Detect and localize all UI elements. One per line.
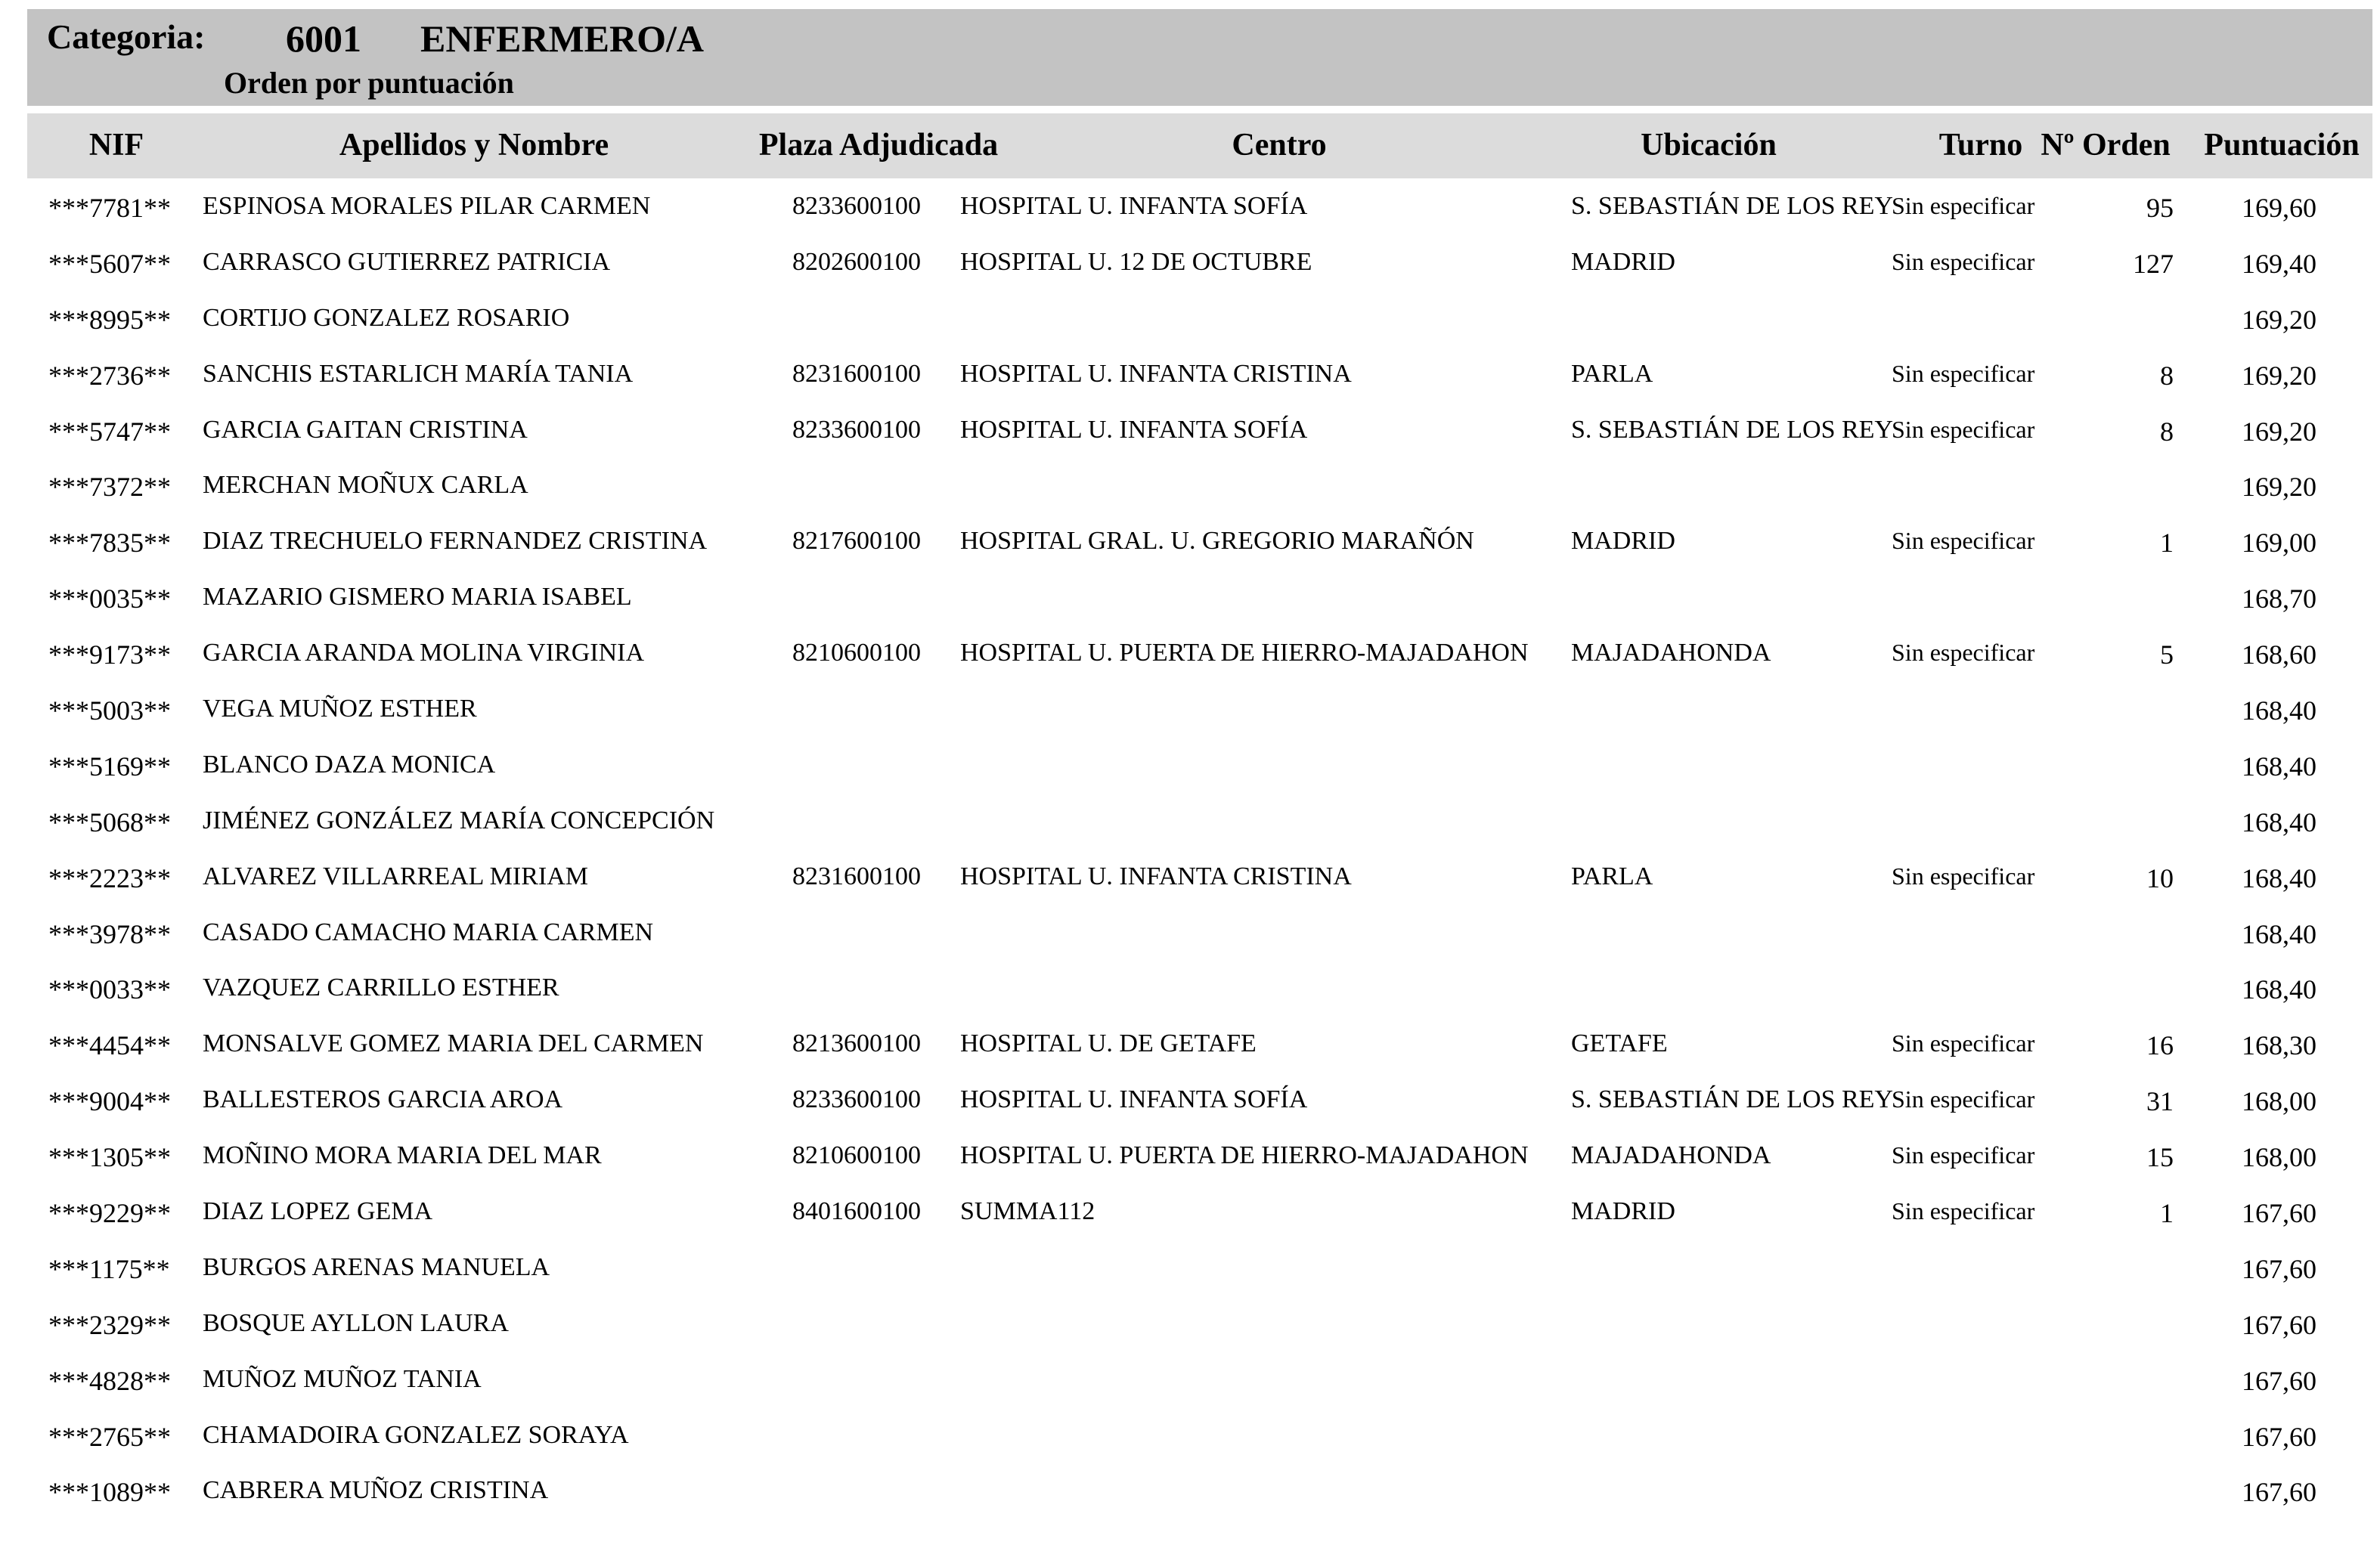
table-row [0, 1354, 2380, 1410]
title-band [27, 9, 2372, 106]
table-row [0, 796, 2380, 852]
cell-nif: ***9229** [48, 1198, 171, 1229]
cell-name: CASADO CAMACHO MARIA CARMEN [203, 918, 654, 946]
cell-plaza: 8213600100 [792, 1029, 921, 1058]
cell-nif: ***4454** [48, 1030, 171, 1061]
table-header [27, 113, 2372, 178]
cell-nif: ***7372** [48, 472, 171, 503]
cell-puntuacion: 168,40 [2242, 974, 2316, 1005]
table-row [0, 1131, 2380, 1187]
cell-orden: 127 [2133, 248, 2174, 279]
cell-plaza: 8217600100 [792, 527, 921, 556]
cell-centro: HOSPITAL U. 12 DE OCTUBRE [960, 247, 1312, 276]
cell-plaza: 8231600100 [792, 359, 921, 388]
cell-nif: ***1089** [48, 1477, 171, 1508]
cell-name: BOSQUE AYLLON LAURA [203, 1308, 509, 1337]
category-code: 6001 [286, 17, 361, 60]
cell-nif: ***8995** [48, 304, 171, 335]
cell-ubicacion: MADRID [1571, 247, 1675, 276]
cell-puntuacion: 167,60 [2242, 1421, 2316, 1452]
cell-name: CORTIJO GONZALEZ ROSARIO [203, 303, 570, 332]
cell-name: BLANCO DAZA MONICA [203, 750, 496, 779]
table-row [0, 1075, 2380, 1131]
header-ubicacion: Ubicación [1641, 128, 1777, 163]
cell-puntuacion: 169,20 [2242, 472, 2316, 503]
cell-orden: 8 [2160, 416, 2174, 447]
cell-nif: ***7835** [48, 528, 171, 559]
cell-nif: ***9173** [48, 639, 171, 670]
cell-nif: ***9004** [48, 1086, 171, 1117]
cell-turno: Sin especificar [1892, 359, 2035, 387]
cell-nif: ***1175** [48, 1253, 170, 1284]
cell-name: GARCIA ARANDA MOLINA VIRGINIA [203, 639, 645, 667]
table-row [0, 1243, 2380, 1299]
cell-centro: HOSPITAL U. INFANTA SOFÍA [960, 415, 1308, 444]
cell-puntuacion: 168,00 [2242, 1086, 2316, 1117]
cell-ubicacion: PARLA [1571, 862, 1653, 890]
cell-puntuacion: 168,70 [2242, 584, 2316, 615]
cell-nif: ***5607** [48, 248, 171, 279]
table-row [0, 852, 2380, 908]
cell-turno: Sin especificar [1892, 415, 2035, 443]
cell-name: BALLESTEROS GARCIA AROA [203, 1085, 563, 1114]
cell-ubicacion: S. SEBASTIÁN DE LOS REY [1571, 415, 1893, 444]
table-row [0, 349, 2380, 405]
cell-name: VAZQUEZ CARRILLO ESTHER [203, 974, 559, 1002]
cell-orden: 1 [2160, 528, 2174, 559]
table-row [0, 405, 2380, 461]
cell-ubicacion: MADRID [1571, 1197, 1675, 1226]
cell-ubicacion: MAJADAHONDA [1571, 639, 1771, 667]
cell-orden: 8 [2160, 360, 2174, 391]
cell-puntuacion: 168,00 [2242, 1142, 2316, 1173]
cell-turno: Sin especificar [1892, 1141, 2035, 1169]
cell-ubicacion: GETAFE [1571, 1029, 1668, 1058]
table-row [0, 1187, 2380, 1243]
cell-plaza: 8233600100 [792, 1085, 921, 1114]
cell-ubicacion: MAJADAHONDA [1571, 1141, 1771, 1170]
cell-ubicacion: MADRID [1571, 527, 1675, 556]
cell-nif: ***0033** [48, 974, 171, 1005]
cell-name: MOÑINO MORA MARIA DEL MAR [203, 1141, 602, 1170]
cell-nif: ***5068** [48, 806, 171, 837]
cell-centro: HOSPITAL U. INFANTA CRISTINA [960, 359, 1352, 388]
cell-centro: SUMMA112 [960, 1197, 1095, 1226]
table-row [0, 460, 2380, 516]
cell-centro: HOSPITAL U. INFANTA SOFÍA [960, 1085, 1308, 1114]
header-centro: Centro [1232, 128, 1327, 163]
cell-plaza: 8231600100 [792, 862, 921, 890]
cell-name: MAZARIO GISMERO MARIA ISABEL [203, 583, 632, 611]
header-orden: Nº Orden [2041, 128, 2171, 163]
table-row [0, 572, 2380, 628]
cell-puntuacion: 169,20 [2242, 360, 2316, 391]
table-row [0, 1466, 2380, 1522]
cell-puntuacion: 168,40 [2242, 751, 2316, 782]
table-row [0, 908, 2380, 964]
cell-orden: 1 [2160, 1198, 2174, 1229]
cell-nif: ***3978** [48, 918, 171, 949]
cell-turno: Sin especificar [1892, 527, 2035, 555]
cell-plaza: 8210600100 [792, 639, 921, 667]
cell-orden: 31 [2146, 1086, 2174, 1117]
cell-nif: ***2736** [48, 360, 171, 391]
cell-name: ALVAREZ VILLARREAL MIRIAM [203, 862, 589, 890]
table-body [0, 181, 2380, 1522]
cell-nif: ***2329** [48, 1309, 171, 1340]
cell-ubicacion: PARLA [1571, 359, 1653, 388]
cell-ubicacion: S. SEBASTIÁN DE LOS REY [1571, 192, 1893, 220]
cell-name: SANCHIS ESTARLICH MARÍA TANIA [203, 359, 634, 388]
sort-order-subtitle: Orden por puntuación [224, 66, 514, 100]
cell-centro: HOSPITAL U. DE GETAFE [960, 1029, 1257, 1058]
table-row [0, 1410, 2380, 1466]
cell-plaza: 8202600100 [792, 247, 921, 276]
cell-turno: Sin especificar [1892, 1029, 2035, 1057]
cell-turno: Sin especificar [1892, 1085, 2035, 1113]
cell-name: VEGA MUÑOZ ESTHER [203, 695, 477, 723]
cell-name: CHAMADOIRA GONZALEZ SORAYA [203, 1420, 629, 1449]
cell-plaza: 8401600100 [792, 1197, 921, 1226]
table-row [0, 237, 2380, 293]
cell-name: BURGOS ARENAS MANUELA [203, 1252, 550, 1281]
cell-turno: Sin especificar [1892, 247, 2035, 275]
table-row [0, 516, 2380, 572]
cell-puntuacion: 169,40 [2242, 248, 2316, 279]
cell-puntuacion: 168,40 [2242, 918, 2316, 949]
cell-puntuacion: 167,60 [2242, 1309, 2316, 1340]
cell-nif: ***5747** [48, 416, 171, 447]
cell-turno: Sin especificar [1892, 1197, 2035, 1225]
cell-nif: ***5003** [48, 695, 171, 726]
cell-orden: 10 [2146, 862, 2174, 893]
table-row [0, 740, 2380, 796]
table-row [0, 293, 2380, 349]
cell-centro: HOSPITAL U. PUERTA DE HIERRO-MAJADAHON [960, 639, 1529, 667]
cell-name: CARRASCO GUTIERREZ PATRICIA [203, 247, 611, 276]
cell-puntuacion: 169,60 [2242, 193, 2316, 223]
cell-puntuacion: 167,60 [2242, 1365, 2316, 1396]
cell-nif: ***2223** [48, 862, 171, 893]
cell-plaza: 8210600100 [792, 1141, 921, 1170]
cell-puntuacion: 167,60 [2242, 1253, 2316, 1284]
cell-puntuacion: 168,40 [2242, 695, 2316, 726]
cell-turno: Sin especificar [1892, 639, 2035, 667]
cell-puntuacion: 169,20 [2242, 416, 2316, 447]
cell-puntuacion: 168,60 [2242, 639, 2316, 670]
header-plaza: Plaza Adjudicada [758, 128, 999, 163]
header-nif: NIF [88, 128, 144, 163]
table-row [0, 628, 2380, 684]
cell-turno: Sin especificar [1892, 192, 2035, 219]
cell-centro: HOSPITAL GRAL. U. GREGORIO MARAÑÓN [960, 527, 1474, 556]
cell-name: MERCHAN MOÑUX CARLA [203, 471, 528, 500]
cell-orden: 95 [2146, 193, 2174, 223]
cell-orden: 5 [2160, 639, 2174, 670]
header-turno: Turno [1938, 128, 2023, 163]
cell-centro: HOSPITAL U. INFANTA SOFÍA [960, 192, 1308, 220]
cell-centro: HOSPITAL U. PUERTA DE HIERRO-MAJADAHON [960, 1141, 1529, 1170]
cell-puntuacion: 168,30 [2242, 1030, 2316, 1061]
cell-nif: ***0035** [48, 584, 171, 615]
table-row [0, 684, 2380, 740]
cell-name: MONSALVE GOMEZ MARIA DEL CARMEN [203, 1029, 704, 1058]
table-row [0, 1299, 2380, 1354]
cell-orden: 15 [2146, 1142, 2174, 1173]
cell-nif: ***5169** [48, 751, 171, 782]
cell-puntuacion: 167,60 [2242, 1198, 2316, 1229]
cell-nif: ***4828** [48, 1365, 171, 1396]
cell-ubicacion: S. SEBASTIÁN DE LOS REY [1571, 1085, 1893, 1114]
cell-name: CABRERA MUÑOZ CRISTINA [203, 1476, 549, 1505]
cell-nif: ***7781** [48, 193, 171, 223]
cell-puntuacion: 168,40 [2242, 862, 2316, 893]
cell-name: DIAZ LOPEZ GEMA [203, 1197, 433, 1226]
cell-puntuacion: 168,40 [2242, 806, 2316, 837]
cell-centro: HOSPITAL U. INFANTA CRISTINA [960, 862, 1352, 890]
cell-name: MUÑOZ MUÑOZ TANIA [203, 1364, 482, 1393]
table-row [0, 963, 2380, 1019]
cell-name: ESPINOSA MORALES PILAR CARMEN [203, 192, 651, 220]
cell-name: JIMÉNEZ GONZÁLEZ MARÍA CONCEPCIÓN [203, 806, 715, 834]
header-puntuacion: Puntuación [2204, 128, 2360, 163]
table-row [0, 181, 2380, 237]
cell-puntuacion: 169,00 [2242, 528, 2316, 559]
cell-puntuacion: 169,20 [2242, 304, 2316, 335]
cell-nif: ***2765** [48, 1421, 171, 1452]
category-name: ENFERMERO/A [420, 17, 704, 60]
cell-turno: Sin especificar [1892, 862, 2035, 890]
cell-plaza: 8233600100 [792, 415, 921, 444]
cell-orden: 16 [2146, 1030, 2174, 1061]
category-label: Categoria: [47, 17, 206, 56]
header-name: Apellidos y Nombre [339, 128, 609, 163]
table-row [0, 1019, 2380, 1075]
cell-name: DIAZ TRECHUELO FERNANDEZ CRISTINA [203, 527, 708, 556]
cell-nif: ***1305** [48, 1142, 171, 1173]
cell-name: GARCIA GAITAN CRISTINA [203, 415, 528, 444]
cell-puntuacion: 167,60 [2242, 1477, 2316, 1508]
cell-plaza: 8233600100 [792, 192, 921, 220]
